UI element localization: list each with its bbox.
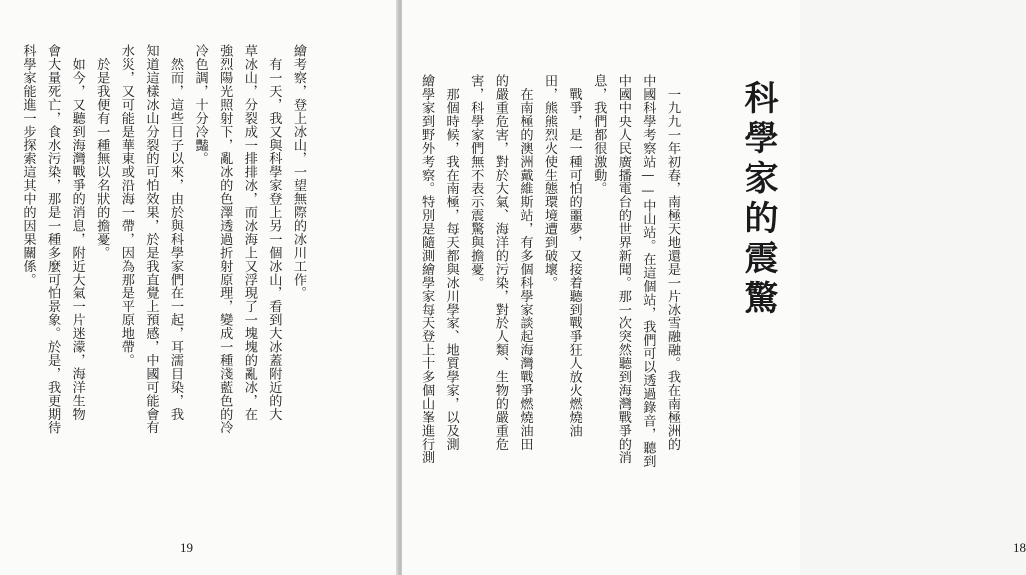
text-line: 有一天，我又與科學家登上另一個冰山，看到大冰蓋附近的大 xyxy=(266,44,282,421)
text-line: 然而，這些日子以來，由於與科學家們在一起，耳濡目染，我 xyxy=(168,44,184,421)
text-line: 害，科學家們無不表示震驚與擔憂。 xyxy=(468,74,484,290)
text-line: 繪考察，登上冰山，一望無際的冰川工作。 xyxy=(291,44,306,300)
text-line: 中國中央人民廣播電台的世界新聞。那一次突然聽到海灣戰爭的消 xyxy=(615,74,631,465)
right-page xyxy=(402,0,1026,575)
text-line: 冷色調，十分冷豔。 xyxy=(192,44,208,166)
right-page-text xyxy=(413,74,684,468)
page-number: 19 xyxy=(180,540,193,555)
text-line: 中國科學考察站——中山站。在這個站，我們可以透過錄音，聽到 xyxy=(640,74,656,468)
text-line: 科學家能進一步探索這其中的因果關係。 xyxy=(20,44,36,287)
text-line: 水災，又可能是華東或沿海一帶，因為那是平原地帶。 xyxy=(118,44,134,367)
left-page xyxy=(0,0,398,575)
text-line: 強烈陽光照射下，亂冰的色澤透過折射原理，變成一種淺藍色的冷 xyxy=(217,44,233,435)
text-line: 的嚴重危害，對於大氣、海洋的污染，對於人類、生物的嚴重危 xyxy=(492,74,508,451)
text-line: 田，熊熊烈火使生態環境遭到破壞。 xyxy=(542,74,558,290)
text-line: 於是我便有一種無以名狀的擔憂。 xyxy=(94,44,110,260)
text-line: 在南極的澳洲戴維斯站，有多個科學家談起海灣戰爭燃燒油田 xyxy=(517,74,533,451)
text-line: 息，我們都很激動。 xyxy=(591,74,607,196)
text-line: 戰爭，是一種可怕的噩夢，又接着聽到戰爭狂人放火燃燒油 xyxy=(566,74,582,438)
text-line: 一九九一年初春，南極天地還是一片冰雪融融。我在南極洲的 xyxy=(665,74,680,451)
chapter-title: 科學家的震驚 xyxy=(738,80,778,320)
text-line: 草冰山，分裂成一排排冰，而冰海上又浮現了一塊塊的亂冰，在 xyxy=(241,44,257,421)
text-line: 繪學家到野外考察。特別是隨測繪學家每天登上十多個山峯進行測 xyxy=(419,74,435,465)
text-line: 會大量死亡，食水污染，那是一種多麼可怕景象。於是，我更期待 xyxy=(45,44,61,435)
text-line: 那個時候，我在南極，每天都與冰川學家、地質學家，以及測 xyxy=(443,74,459,451)
left-page-text xyxy=(15,44,310,435)
page-number: 18 xyxy=(1013,540,1026,555)
text-line: 知道這樣冰山分裂的可怕效果，於是我直覺上預感，中國可能會有 xyxy=(143,44,159,435)
text-line: 如今，又聽到海灣戰爭的消息，附近大氣一片迷濛，海洋生物 xyxy=(69,44,85,421)
